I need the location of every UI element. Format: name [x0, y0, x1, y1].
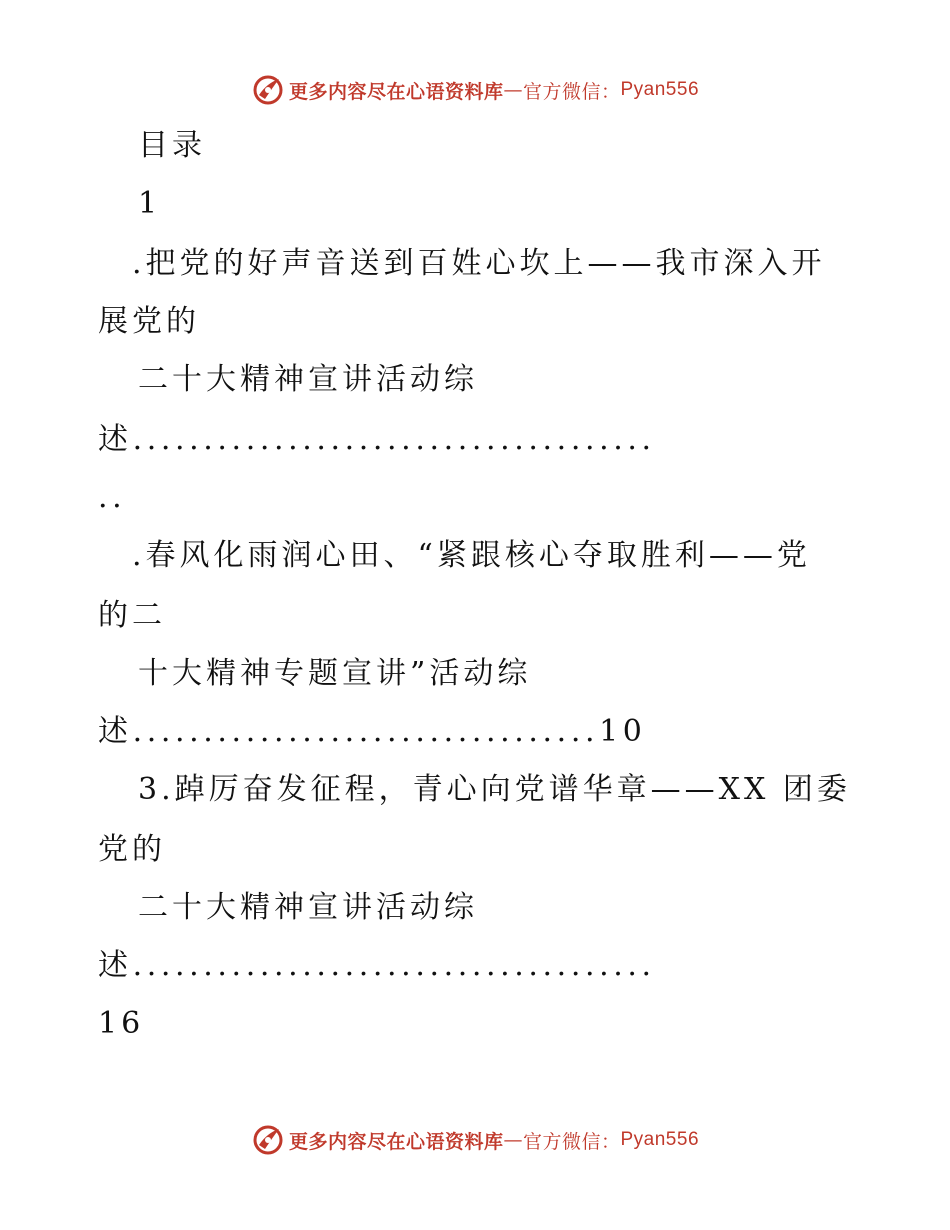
toc-heading: 目录 [138, 128, 206, 163]
toc-item-3-line-5: 16 [98, 1006, 145, 1041]
banner-wechat-id: Pyan556 [620, 79, 700, 100]
header-banner [0, 70, 950, 110]
footer-dash: — [503, 1129, 523, 1151]
toc-item-1-line-4: 述..................................... [98, 422, 656, 457]
toc-item-1-line-1: .把党的好声音送到百姓心坎上——我市深入开 [132, 246, 826, 281]
toc-item-2-line-2: 的二 [98, 598, 166, 633]
toc-number-1: 1 [138, 186, 162, 221]
toc-item-2-line-4: 述.................................10 [98, 714, 647, 749]
toc-item-1-line-5: .. [98, 480, 127, 515]
footer-main-text: 更多内容尽在心语资料库 [288, 1130, 504, 1153]
banner-dash: — [503, 79, 523, 101]
brush-logo-icon [251, 73, 285, 107]
toc-item-2-line-3: 十大精神专题宣讲”活动综 [138, 656, 532, 691]
toc-item-1-line-3: 二十大精神宣讲活动综 [138, 362, 478, 397]
toc-item-3-line-4: 述..................................... [98, 948, 656, 983]
toc-item-3-line-2: 党的 [98, 832, 166, 867]
banner-official-label: 官方微信： [522, 80, 621, 103]
footer-banner [0, 1120, 950, 1160]
toc-item-3-line-3: 二十大精神宣讲活动综 [138, 890, 478, 925]
footer-wechat-id: Pyan556 [620, 1129, 700, 1150]
banner-main-text: 更多内容尽在心语资料库 [288, 80, 504, 103]
footer-official-label: 官方微信： [522, 1130, 621, 1153]
toc-item-2-line-1: .春风化雨润心田、“紧跟核心夺取胜利——党 [132, 538, 811, 573]
toc-item-3-line-1: 3.踔厉奋发征程，青心向党谱华章——XX 团委 [138, 772, 851, 807]
brush-logo-icon [251, 1123, 285, 1157]
toc-item-1-line-2: 展党的 [98, 304, 200, 339]
